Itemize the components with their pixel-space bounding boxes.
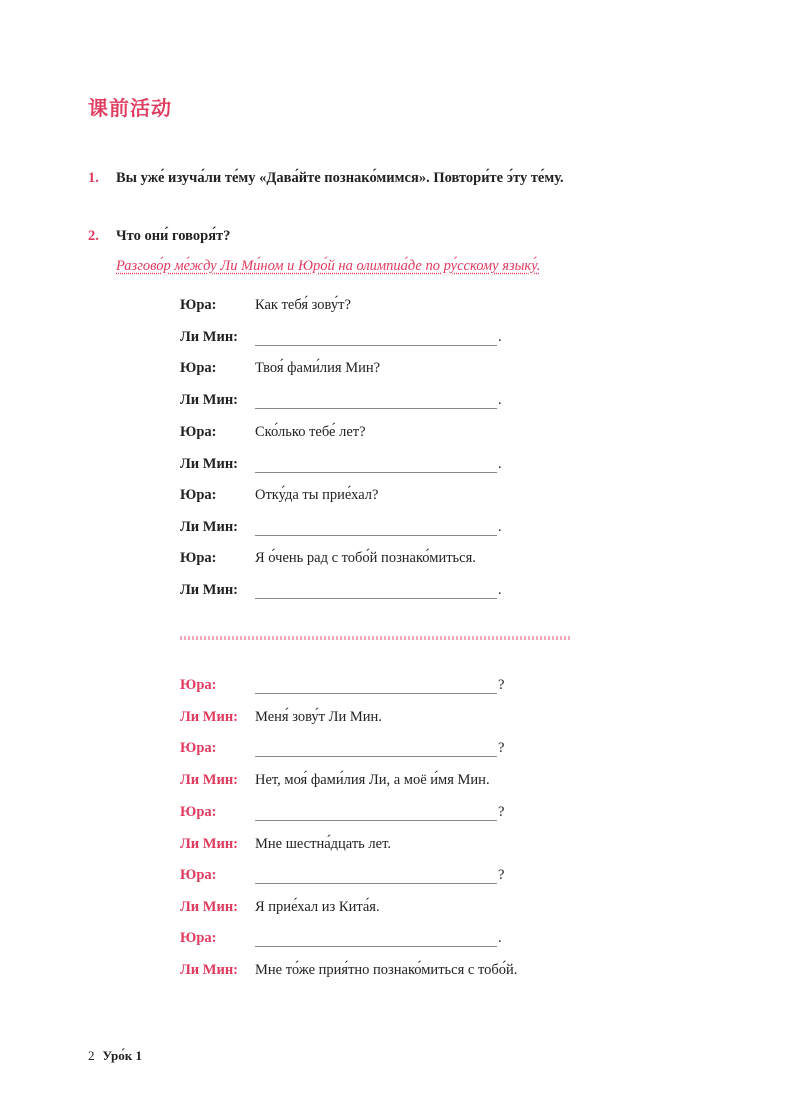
task-1-text: Вы уже́ изуча́ли те́му «Дава́йте познако́мимся». Повтори́те э́ту те́му. [116,170,564,186]
answer-blank[interactable] [255,693,497,694]
dialog-text: Я о́чень рад с тобо́й познако́миться. [255,550,476,566]
task-2-text: Что они́ говоря́т? [116,228,231,244]
answer-blank[interactable] [255,883,497,884]
blank-punctuation: . [498,930,502,946]
dialog-text: Отку́да ты прие́хал? [255,487,379,503]
speaker-label: Ли Мин: [180,456,239,472]
blank-punctuation: ? [498,867,505,883]
task-1-number: 1. [88,170,99,186]
speaker-label: Ли Мин: [180,836,239,852]
answer-blank[interactable] [255,946,497,947]
dialog-text: Как тебя́ зову́т? [255,297,351,313]
speaker-label: Юра: [180,360,217,376]
speaker-label: Юра: [180,550,217,566]
dialog-text: Мне шестна́дцать лет. [255,836,391,852]
blank-punctuation: ? [498,677,505,693]
blank-punctuation: . [498,519,502,535]
page-heading: 课前活动 [88,96,172,120]
speaker-label: Ли Мин: [180,962,239,978]
speaker-label: Ли Мин: [180,709,239,725]
blank-punctuation: . [498,392,502,408]
blank-punctuation: . [498,456,502,472]
speaker-label: Ли Мин: [180,329,239,345]
dialog-subtitle: Разгово́р ме́жду Ли Ми́ном и Юро́й на олимпиа́де по ру́сскому языку́. [116,258,541,274]
speaker-label: Ли Мин: [180,899,239,915]
task-2-number: 2. [88,228,99,244]
speaker-label: Юра: [180,867,217,883]
speaker-label: Ли Мин: [180,772,239,788]
page-footer [88,1048,142,1064]
answer-blank[interactable] [255,598,497,599]
speaker-label: Юра: [180,487,217,503]
task-1 [88,170,564,187]
answer-blank[interactable] [255,820,497,821]
speaker-label: Юра: [180,677,217,693]
answer-blank[interactable] [255,535,497,536]
blank-punctuation: . [498,582,502,598]
dialog-text: Нет, моя́ фами́лия Ли, а моё и́мя Мин. [255,772,490,788]
blank-punctuation: ? [498,740,505,756]
speaker-label: Юра: [180,804,217,820]
dialog-text: Ско́лько тебе́ лет? [255,424,366,440]
answer-blank[interactable] [255,472,497,473]
speaker-label: Ли Мин: [180,582,239,598]
answer-blank[interactable] [255,408,497,409]
dialog-text: Меня́ зову́т Ли Мин. [255,709,382,725]
blank-punctuation: . [498,329,502,345]
speaker-label: Ли Мин: [180,392,239,408]
task-2 [88,228,230,245]
speaker-label: Юра: [180,297,217,313]
dotted-divider [180,636,572,640]
answer-blank[interactable] [255,756,497,757]
dialog-text: Я прие́хал из Кита́я. [255,899,380,915]
speaker-label: Юра: [180,930,217,946]
dialog-text: Мне то́же прия́тно познако́миться с тобо́й. [255,962,518,978]
dialog-text: Твоя́ фами́лия Мин? [255,360,381,376]
speaker-label: Ли Мин: [180,519,239,535]
blank-punctuation: ? [498,804,505,820]
answer-blank[interactable] [255,345,497,346]
lesson-label: Уро́к 1 [102,1048,142,1063]
speaker-label: Юра: [180,740,217,756]
speaker-label: Юра: [180,424,217,440]
page-number: 2 [88,1048,95,1063]
